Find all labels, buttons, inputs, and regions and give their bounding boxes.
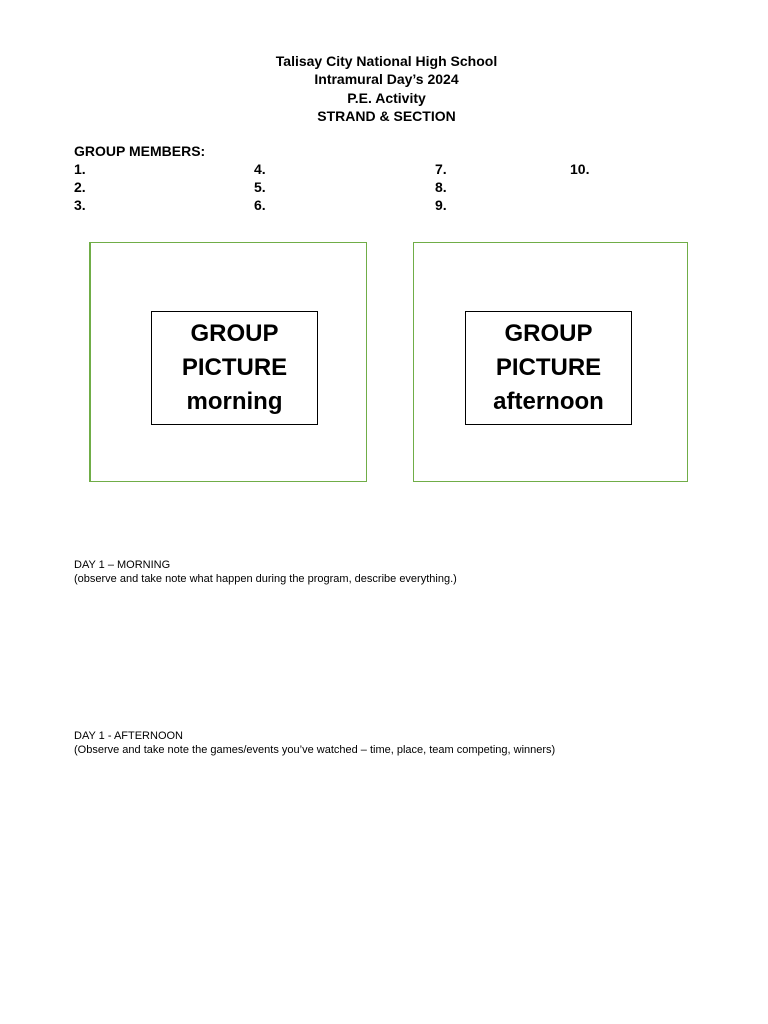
label-line: PICTURE [495,354,602,381]
member-number-8: 8. [435,179,447,195]
member-number-4: 4. [254,161,266,177]
label-line: afternoon [493,388,604,415]
label-line: GROUP [504,320,593,347]
label-line: morning [186,388,283,415]
day1-morning-instructions: (observe and take note what happen during the program, describe everything.) [74,573,457,585]
event-title: Intramural Day’s 2024 [314,71,459,88]
member-number-2: 2. [74,179,86,195]
member-number-6: 6. [254,197,266,213]
activity-title: P.E. Activity [347,89,426,106]
member-number-1: 1. [74,161,86,177]
day1-morning-title: DAY 1 – MORNING [74,559,171,571]
label-line: PICTURE [181,354,288,381]
member-number-5: 5. [254,179,266,195]
member-number-7: 7. [435,161,447,177]
member-number-10: 10. [570,161,590,177]
group-picture-morning-label [151,311,318,425]
group-picture-afternoon-label [465,311,632,425]
document-header [0,52,768,125]
member-number-3: 3. [74,197,86,213]
day1-afternoon-title: DAY 1 - AFTERNOON [74,730,184,742]
member-number-9: 9. [435,197,447,213]
label-line: GROUP [190,320,279,347]
group-members-title: GROUP MEMBERS: [74,143,206,159]
day1-afternoon-instructions: (Observe and take note the games/events you’ve watched – time, place, team competing, winners) [74,744,556,756]
school-name: Talisay City National High School [275,53,498,69]
strand-section: STRAND & SECTION [317,107,456,124]
